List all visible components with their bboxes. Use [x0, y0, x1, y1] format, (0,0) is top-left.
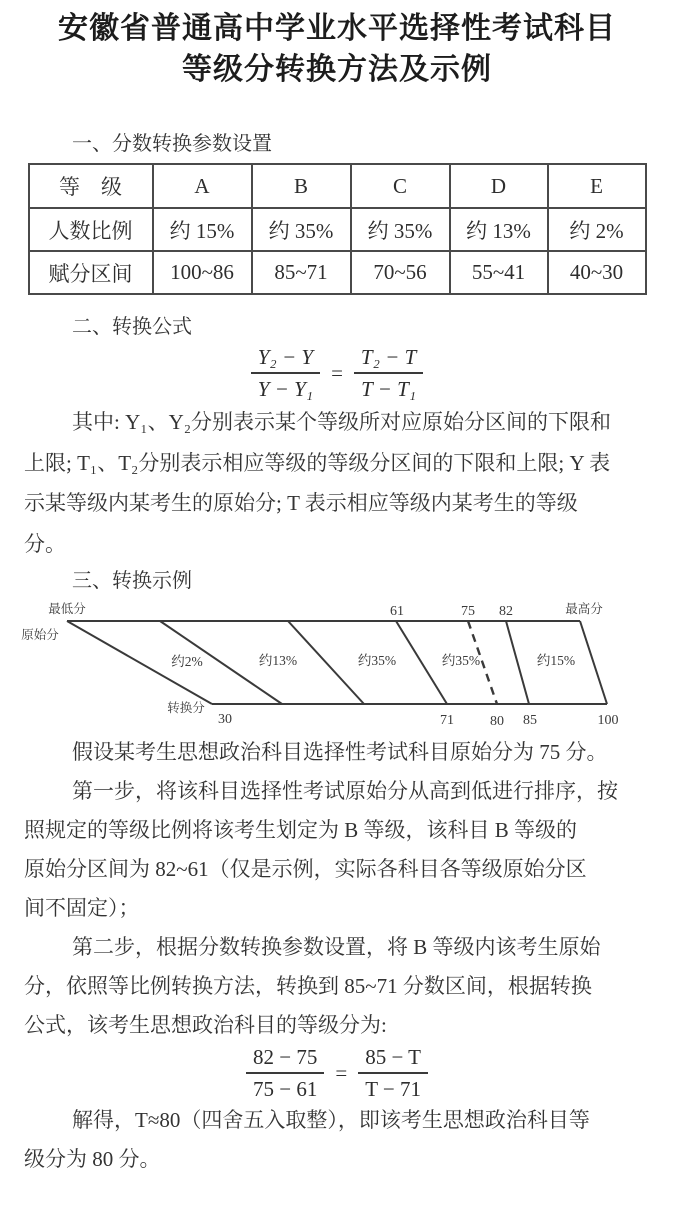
- numerator-right: T₂ − T: [354, 344, 423, 374]
- segment-percent: 约13%: [258, 653, 298, 668]
- header-cell-d: D: [450, 164, 548, 208]
- top-tick-61: 61: [390, 604, 404, 619]
- ratio-cell: 约 2%: [548, 208, 646, 251]
- segment-percent: 约15%: [536, 653, 576, 668]
- row-label-range: 赋分区间: [29, 251, 153, 294]
- text-line: 间不固定）；: [24, 896, 140, 920]
- ratio-cell: 约 15%: [153, 208, 252, 251]
- section-heading-params: 一、分数转换参数设置: [72, 133, 272, 155]
- ratio-cell: 约 13%: [450, 208, 548, 251]
- denominator-right: T − 71: [365, 1077, 421, 1101]
- example-calculation-formula: [0, 1045, 674, 1101]
- divider-line: [288, 621, 364, 704]
- section-heading-formula: 二、转换公式: [72, 316, 192, 338]
- document-title: [0, 0, 674, 90]
- converted-score-axis-label: 转换分: [167, 701, 205, 715]
- header-cell-a: A: [153, 164, 252, 208]
- text-line: 第二步，根据分数转换参数设置，将 B 等级内该考生原始: [72, 935, 601, 959]
- ratio-cell: 约 35%: [351, 208, 450, 251]
- title-line-2: 等级分转换方法及示例: [182, 53, 492, 86]
- paragraph-variable-definitions: [24, 402, 650, 564]
- table-header-row: [29, 164, 646, 208]
- text-line: 示某等级内某考生的原始分; T 表示相应等级内某考生的等级: [24, 491, 578, 515]
- segment-percent: 约35%: [357, 653, 397, 668]
- paragraph-step1: [24, 772, 650, 928]
- header-cell-c: C: [351, 164, 450, 208]
- range-cell: 85~71: [252, 251, 351, 294]
- fraction-left: [251, 344, 320, 403]
- text-line: 原始分区间为 82~61（仅是示例，实际各科目各等级原始分区: [24, 857, 587, 881]
- header-cell-b: B: [252, 164, 351, 208]
- text-line: 其中: Y₁、Y₂分别表示某个等级所对应原始分区间的下限和: [72, 410, 612, 434]
- header-cell-grade: 等 级: [29, 164, 153, 208]
- paragraph-step2: [24, 928, 650, 1045]
- table-row-range: [29, 251, 646, 294]
- denominator-left: Y − Y₁: [257, 377, 314, 401]
- segment-percent: 约35%: [441, 653, 481, 668]
- params-table: [28, 163, 647, 295]
- text-line: 照规定的等级比例将该考生划定为 B 等级，该科目 B 等级的: [24, 818, 578, 842]
- denominator-left: 75 − 61: [253, 1077, 318, 1101]
- numerator-right: 85 − T: [358, 1044, 428, 1074]
- fraction-right: [358, 1044, 428, 1103]
- raw-score-axis-label: 原始分: [21, 628, 59, 642]
- max-score-label: 最高分: [565, 602, 603, 616]
- range-cell: 40~30: [548, 251, 646, 294]
- text-line: 分。: [24, 531, 66, 556]
- equals-sign: =: [335, 1060, 348, 1085]
- bottom-tick-30: 30: [218, 712, 232, 727]
- denominator-right: T − T₁: [361, 377, 417, 401]
- text-line: 分，依照等比例转换方法，转换到 85~71 分数区间，根据转换: [24, 974, 592, 998]
- bottom-tick-80: 80: [490, 714, 504, 729]
- conversion-formula: [0, 344, 674, 402]
- fraction-left: [246, 1044, 324, 1103]
- divider-line: [396, 621, 447, 704]
- text-line: 假设某考生思想政治科目选择性考试科目原始分为 75 分。: [72, 740, 608, 764]
- bottom-tick-100: 100: [597, 713, 619, 728]
- text-line: 第一步，将该科目选择性考试原始分从高到低进行排序，按: [72, 779, 618, 803]
- top-tick-75: 75: [461, 604, 475, 619]
- right-edge-line: [580, 621, 607, 704]
- numerator-left: 82 − 75: [246, 1044, 324, 1074]
- section-heading-example: 三、转换示例: [72, 570, 192, 592]
- text-line: 上限; T₁、T₂分别表示相应等级的等级分区间的下限和上限; Y 表: [24, 450, 611, 475]
- paragraph-assumption: [24, 733, 650, 772]
- fraction-right: [354, 344, 423, 403]
- range-cell: 100~86: [153, 251, 252, 294]
- header-cell-e: E: [548, 164, 646, 208]
- text-line: 级分为 80 分。: [24, 1147, 161, 1171]
- conversion-diagram: [0, 595, 674, 733]
- table-row-ratio: [29, 208, 646, 251]
- ratio-cell: 约 35%: [252, 208, 351, 251]
- top-tick-82: 82: [499, 604, 513, 619]
- title-line-1: 安徽省普通高中学业水平选择性考试科目: [58, 12, 616, 45]
- equals-sign: =: [331, 360, 343, 385]
- numerator-left: Y₂ − Y: [251, 344, 320, 374]
- row-label-ratio: 人数比例: [29, 208, 153, 251]
- text-line: 公式，该考生思想政治科目的等级分为:: [24, 1013, 387, 1037]
- min-score-label: 最低分: [48, 602, 86, 616]
- segment-percent: 约2%: [171, 654, 203, 669]
- range-cell: 70~56: [351, 251, 450, 294]
- divider-line: [506, 621, 529, 704]
- bottom-tick-71: 71: [440, 713, 454, 728]
- text-line: 解得，T≈80（四舍五入取整），即该考生思想政治科目等: [72, 1108, 590, 1132]
- range-cell: 55~41: [450, 251, 548, 294]
- paragraph-solution: [24, 1101, 650, 1179]
- bottom-tick-85: 85: [523, 713, 537, 728]
